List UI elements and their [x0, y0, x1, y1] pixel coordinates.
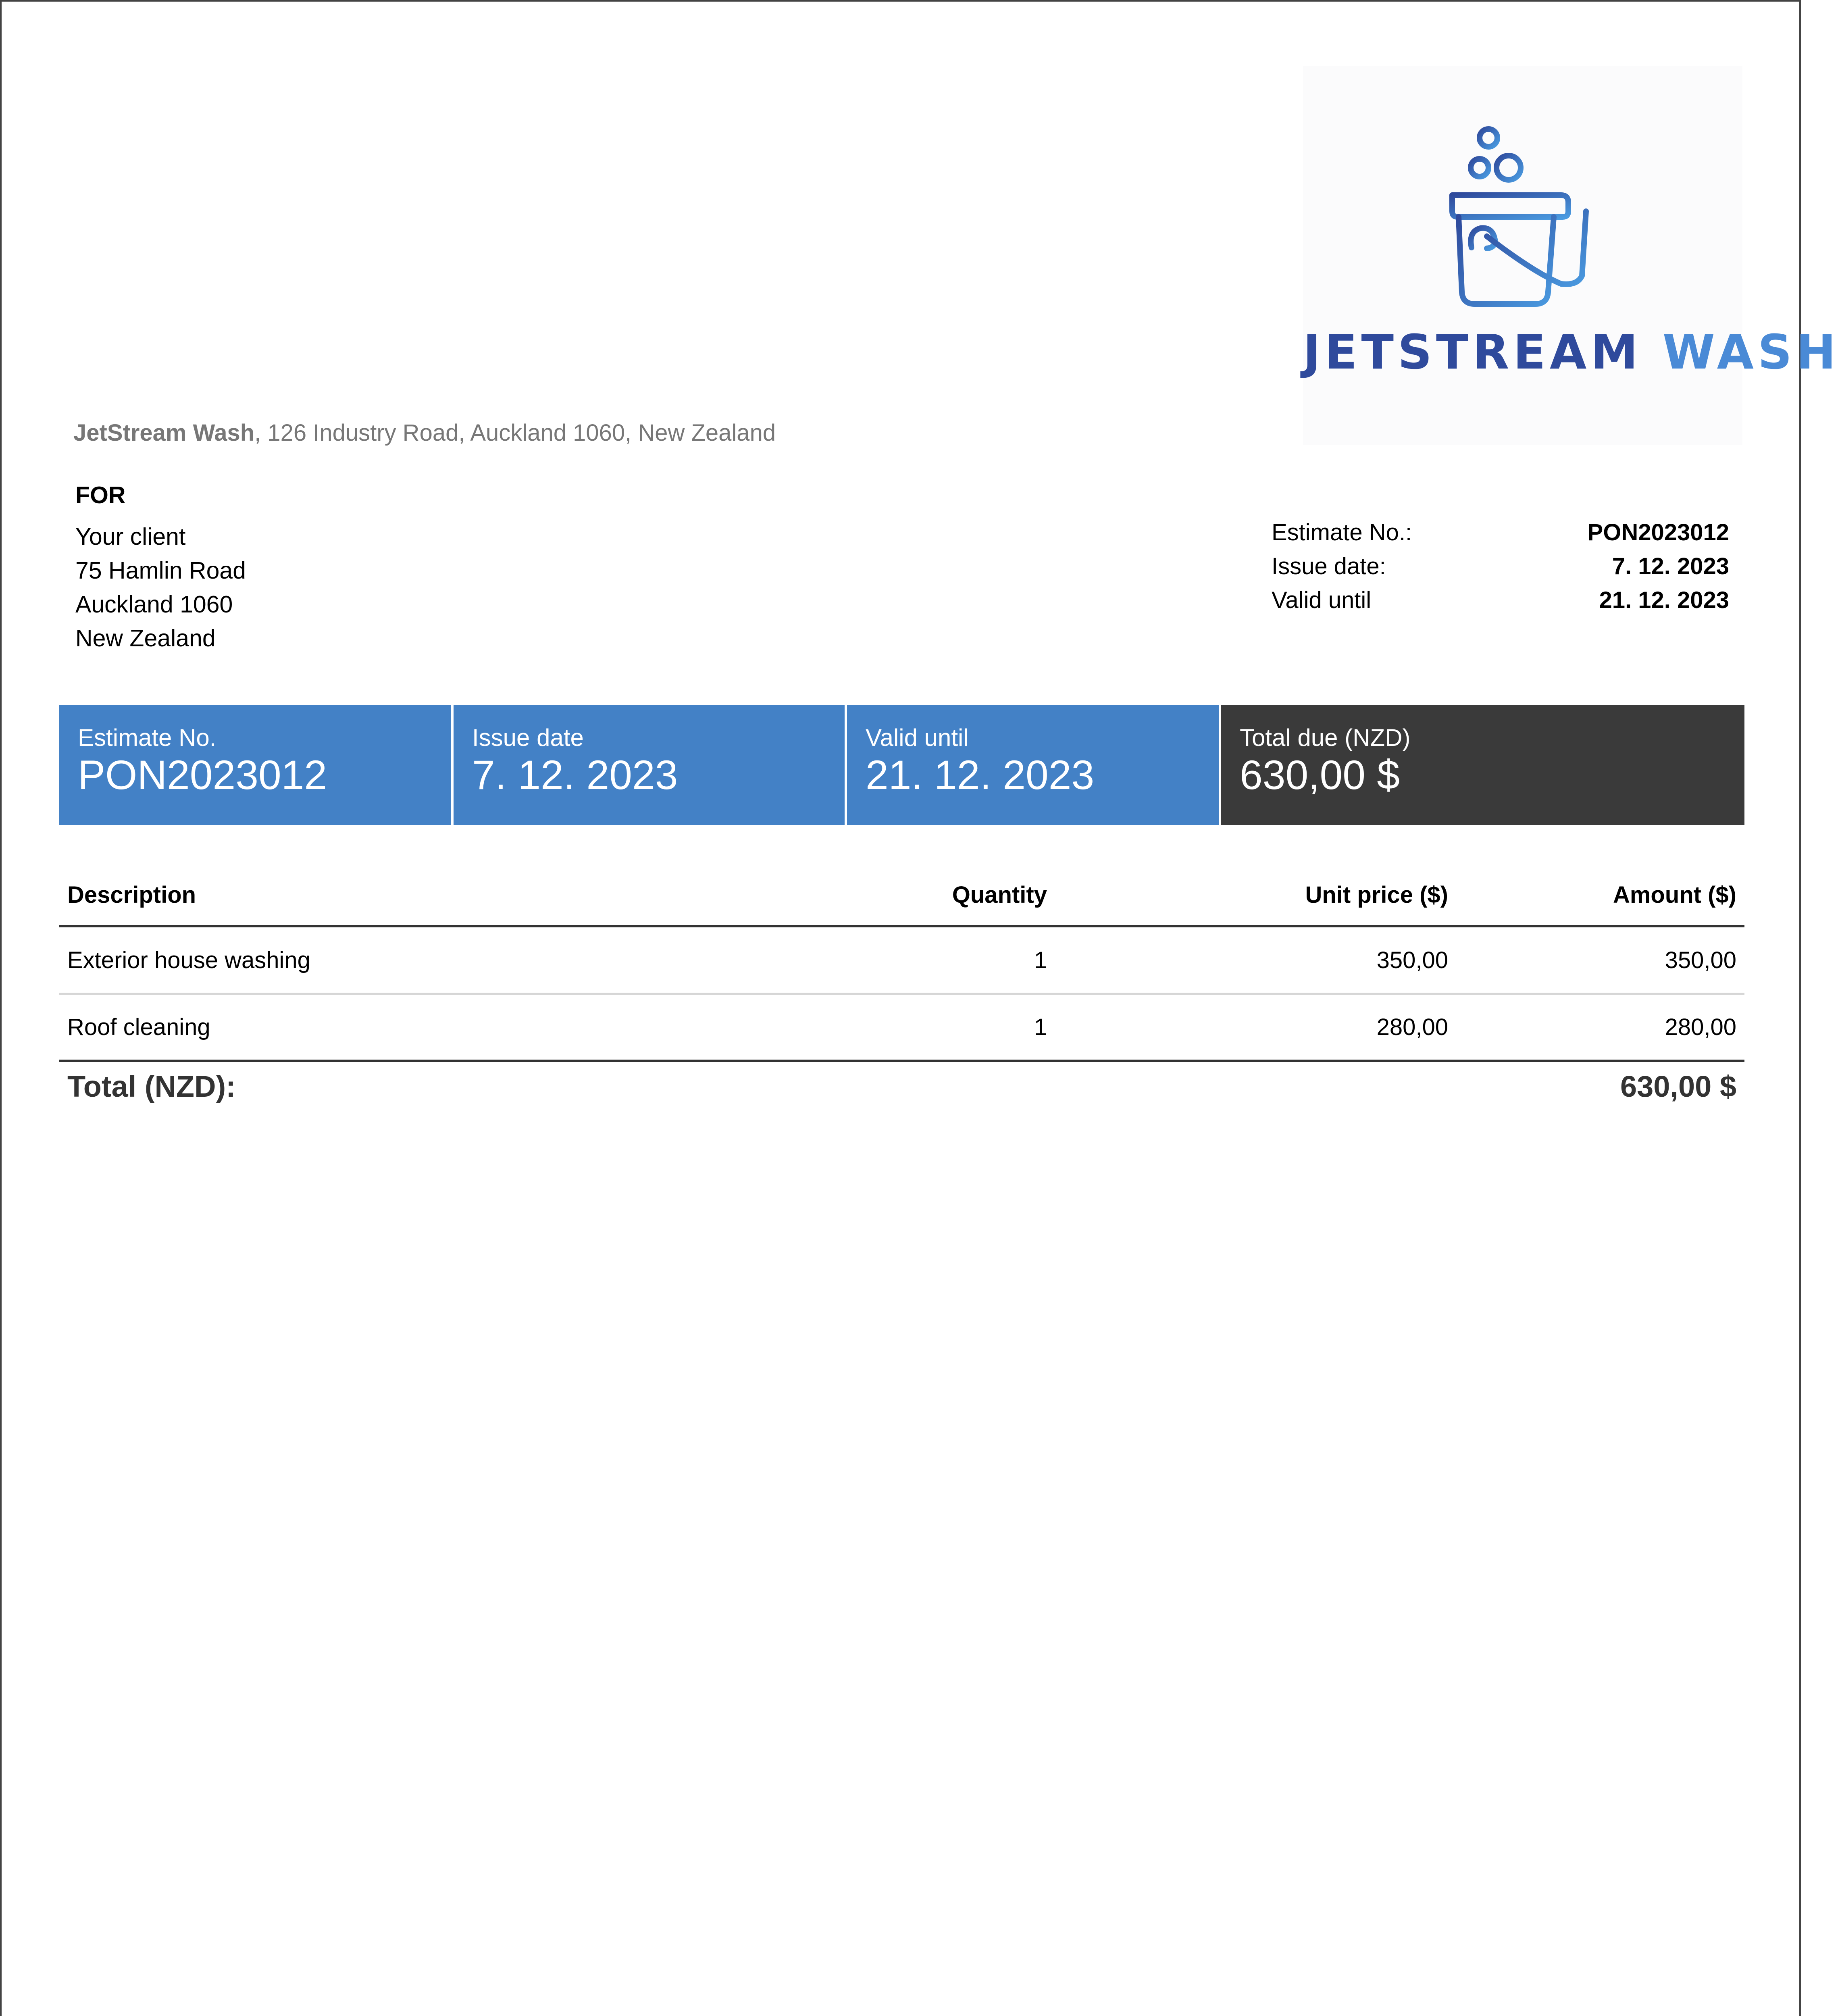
- total-row: [59, 1062, 1744, 1110]
- items-table: [59, 864, 1744, 1110]
- summary-valid-until: [847, 705, 1221, 825]
- summary-label: Issue date: [472, 724, 584, 751]
- summary-total-due: [1221, 705, 1744, 825]
- summary-value: 21. 12. 2023: [866, 752, 1095, 798]
- cell-amount: 350,00: [1665, 947, 1736, 973]
- summary-issue-date: [454, 705, 847, 825]
- cell-quantity: 1: [1034, 947, 1047, 973]
- cell-quantity: 1: [1034, 1014, 1047, 1040]
- company-logo: [1303, 66, 1840, 445]
- summary-label: Valid until: [866, 724, 969, 751]
- cell-unit-price: 350,00: [1376, 947, 1448, 973]
- header-amount: Amount ($): [1613, 881, 1736, 908]
- total-value: 630,00 $: [1620, 1069, 1736, 1103]
- summary-label: Estimate No.: [78, 724, 216, 751]
- for-label: FOR: [75, 482, 126, 508]
- meta-label: Issue date:: [1272, 553, 1386, 579]
- sender-address: , 126 Industry Road, Auckland 1060, New Zealand: [254, 420, 776, 446]
- brand-wordmark: [1303, 324, 1840, 380]
- meta-row-issue-date: [1272, 550, 1729, 583]
- header-description: Description: [67, 881, 196, 908]
- summary-value: 7. 12. 2023: [472, 752, 678, 798]
- cell-amount: 280,00: [1665, 1014, 1736, 1040]
- brand-word-1: JETSTREAM: [1303, 324, 1642, 380]
- meta-label: Estimate No.:: [1272, 519, 1412, 546]
- summary-value: 630,00 $: [1240, 752, 1400, 798]
- summary-estimate-no: [59, 705, 454, 825]
- client-line: 75 Hamlin Road: [75, 557, 246, 584]
- client-line: New Zealand: [75, 625, 216, 652]
- bucket-bubbles-icon: [1440, 123, 1609, 316]
- meta-row-valid-until: [1272, 583, 1729, 617]
- cell-description: Roof cleaning: [67, 1014, 210, 1040]
- meta-value: PON2023012: [1587, 519, 1729, 546]
- client-line: Auckland 1060: [75, 591, 233, 618]
- sender-address-line: [73, 419, 776, 446]
- table-row: [59, 927, 1744, 995]
- meta-row-estimate-no: [1272, 516, 1729, 550]
- cell-unit-price: 280,00: [1376, 1014, 1448, 1040]
- meta-value: 7. 12. 2023: [1612, 553, 1729, 579]
- cell-description: Exterior house washing: [67, 947, 310, 973]
- meta-label: Valid until: [1272, 587, 1372, 613]
- summary-boxes: [59, 705, 1744, 825]
- meta-value: 21. 12. 2023: [1599, 587, 1729, 613]
- client-address: [75, 520, 246, 655]
- header-unit-price: Unit price ($): [1305, 881, 1448, 908]
- table-row: [59, 995, 1744, 1062]
- sender-name: JetStream Wash: [73, 420, 255, 446]
- summary-label: Total due (NZD): [1240, 724, 1411, 751]
- client-line: Your client: [75, 523, 186, 550]
- table-header: [59, 864, 1744, 927]
- total-label: Total (NZD):: [67, 1069, 236, 1103]
- summary-value: PON2023012: [78, 752, 327, 798]
- header-quantity: Quantity: [952, 881, 1047, 908]
- brand-word-2: WASH: [1662, 324, 1840, 380]
- estimate-meta: [1272, 516, 1729, 617]
